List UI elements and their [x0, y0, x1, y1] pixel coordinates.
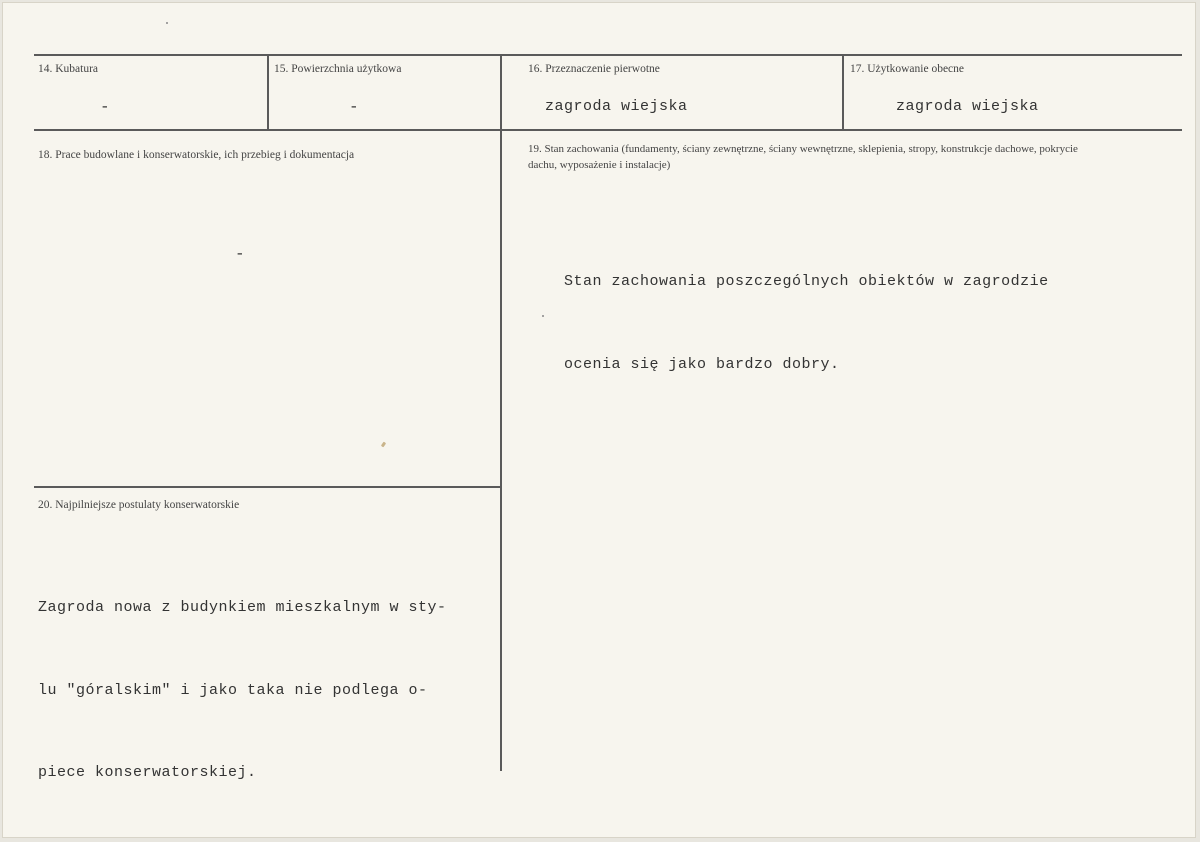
row1-bottom-rule	[34, 129, 1182, 131]
field-15-value: -	[349, 98, 359, 116]
field-20-line-3: piece konserwatorskiej.	[38, 764, 257, 781]
col-divider-3	[842, 55, 844, 130]
field-19-text	[564, 213, 1049, 433]
field-20-line-2: lu "góralskim" i jako taka nie podlega o-	[38, 681, 428, 699]
field-19-label: 19. Stan zachowania (fundamenty, ściany zewnętrzne, ściany wewnętrzne, sklepienia, stropy, konstrukcje dachowe, pokrycie dachu, wyposażenie i instalacje)	[528, 143, 1078, 171]
field-17-label: 17. Użytkowanie obecne	[850, 63, 965, 75]
col-divider-2	[500, 55, 502, 771]
field-20-text	[38, 539, 447, 842]
top-rule	[34, 54, 1182, 56]
paper-speck	[381, 442, 386, 448]
field-16-label: 16. Przeznaczenie pierwotne	[528, 63, 660, 75]
field-14-label: 14. Kubatura	[38, 63, 99, 75]
field-18-label: 18. Prace budowlane i konserwatorskie, ich przebieg i dokumentacja	[38, 149, 355, 161]
field-17-value: zagroda wiejska	[896, 98, 1039, 115]
field-20-label: 20. Najpilniejsze postulaty konserwatorskie	[38, 499, 240, 511]
paper-speck	[166, 22, 168, 24]
col-divider-1	[267, 55, 269, 130]
field-19-line-2: ocenia się jako bardzo dobry.	[564, 355, 840, 373]
field-19-line-1: Stan zachowania poszczególnych obiektów w zagrodzie	[564, 273, 1049, 290]
field20-top-rule	[34, 486, 502, 488]
field-16-value: zagroda wiejska	[545, 98, 688, 115]
record-card	[2, 2, 1196, 838]
field-20-line-1: Zagroda nowa z budynkiem mieszkalnym w sty-	[38, 599, 447, 616]
field-15-label: 15. Powierzchnia użytkowa	[274, 63, 402, 75]
field-18-value: -	[235, 245, 245, 263]
paper-speck	[542, 315, 544, 317]
field-14-value: -	[100, 98, 110, 116]
